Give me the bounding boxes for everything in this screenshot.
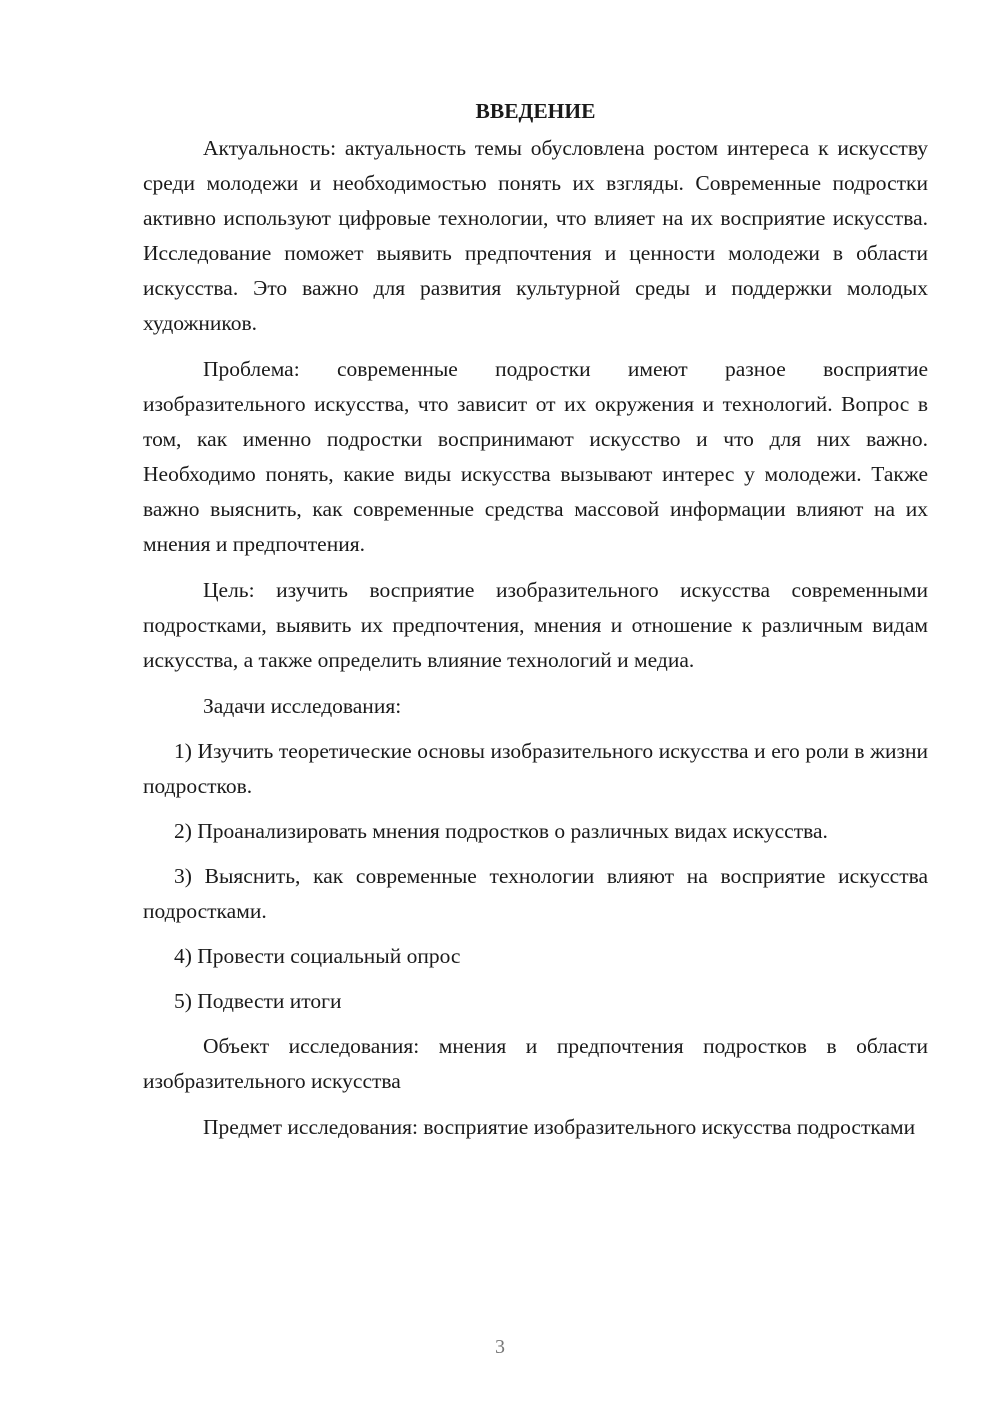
page-content — [143, 94, 928, 1156]
task-item: 5) Подвести итоги — [174, 989, 342, 1013]
research-object-paragraph: Объект исследования: мнения и предпочтения подростков в области изобразительного искусства — [143, 1034, 928, 1093]
task-item: 3) Выяснить, как современные технологии влияют на восприятие искусства подростками. — [143, 864, 928, 923]
task-item: 1) Изучить теоретические основы изобразительного искусства и его роли в жизни подростков. — [143, 739, 928, 798]
task-item: 4) Провести социальный опрос — [174, 944, 461, 968]
tasks-heading: Задачи исследования: — [203, 694, 402, 718]
page-number: 3 — [495, 1336, 505, 1358]
problem-paragraph: Проблема: современные подростки имеют разное восприятие изобразительного искусства, что зависит от их окружения и технологий. Вопрос в том, как именно подростки воспринимают искусство и что для них важно. Необходимо понять, какие виды искусства вызывают интерес у молодежи. Также важно выяснить, как современные средства массовой информации влияют на их мнения и предпочтения. — [143, 357, 928, 556]
relevance-paragraph: Актуальность: актуальность темы обусловлена ростом интереса к искусству среди молодежи и необходимостью понять их взгляды. Современные подростки активно используют цифровые технологии, что влияет на их восприятие искусства. Исследование поможет выявить предпочтения и ценности молодежи в области искусства. Это важно для развития культурной среды и поддержки молодых художников. — [143, 136, 928, 335]
task-item: 2) Проанализировать мнения подростков о различных видах искусства. — [174, 819, 828, 843]
section-heading: ВВЕДЕНИЕ — [475, 99, 596, 123]
goal-paragraph: Цель: изучить восприятие изобразительного искусства современными подростками, выявить их предпочтения, мнения и отношение к различным видам искусства, а также определить влияние технологий и медиа. — [143, 578, 928, 672]
research-subject-paragraph: Предмет исследования: восприятие изобразительного искусства подростками — [203, 1115, 916, 1139]
